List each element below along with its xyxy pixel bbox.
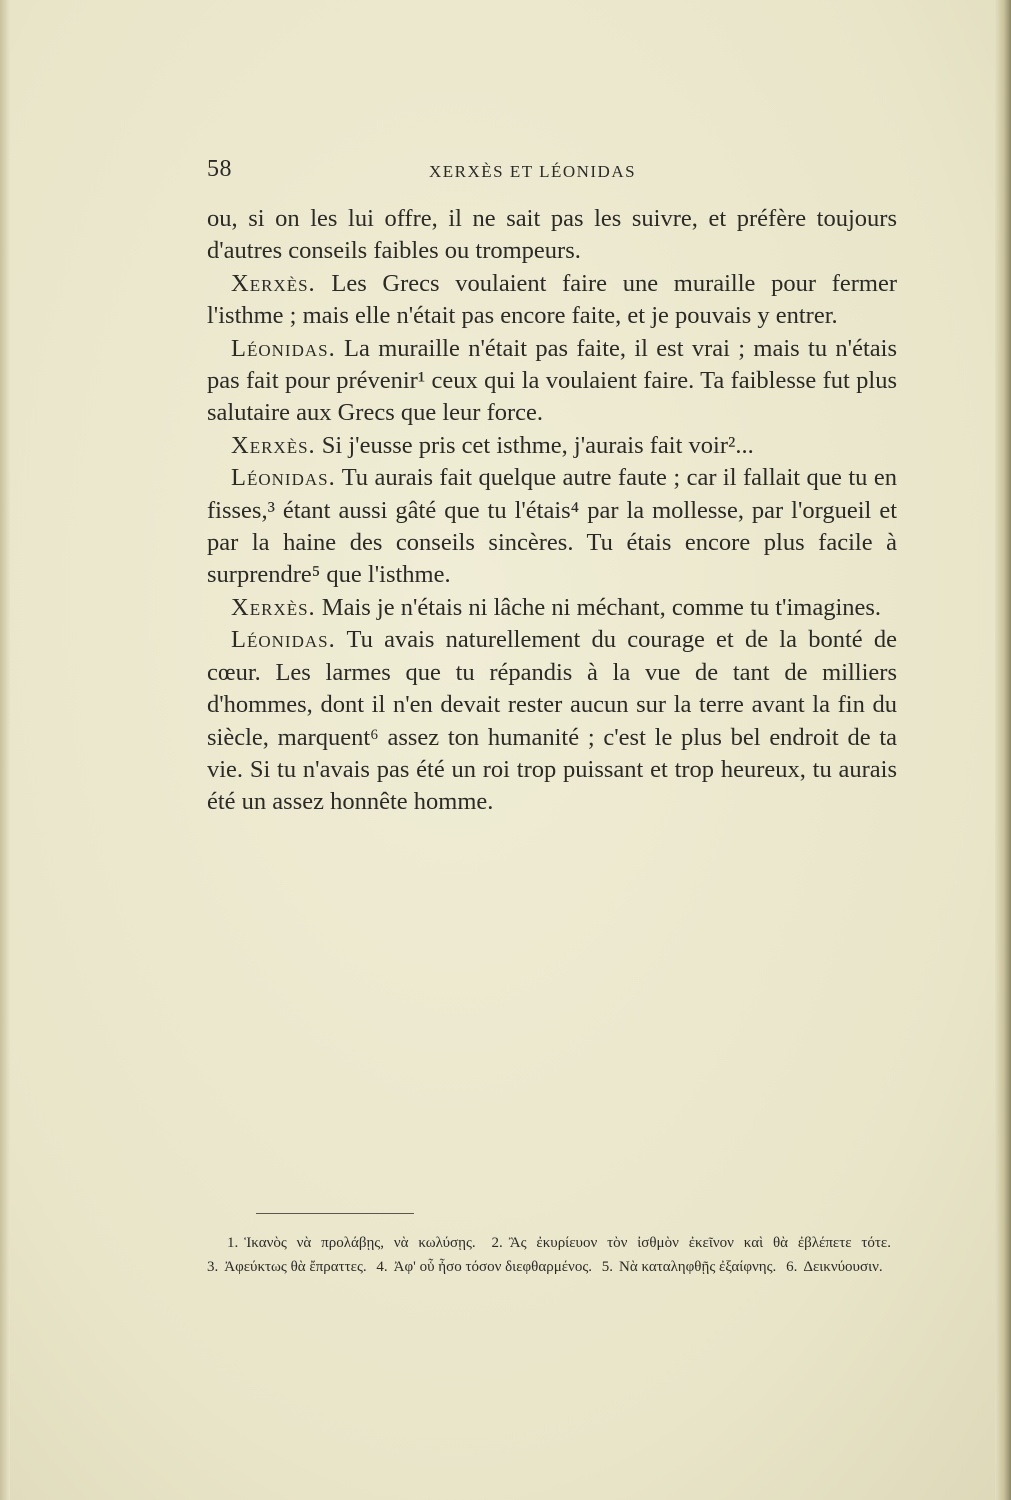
running-title: XERXÈS ET LÉONIDAS <box>429 162 637 181</box>
dialogue-text <box>207 203 897 819</box>
page-left-edge <box>0 0 10 1500</box>
paragraph-text: Les Grecs voulaient faire une muraille pour fermer l'isthme ; mais elle n'était pas encore faite, et je pouvais y entrer. <box>207 269 897 330</box>
page-right-edge <box>995 0 1011 1500</box>
footnote-text: Ἀφ' οὗ ἦσο τόσον διεφθαρμένος. <box>393 1258 593 1275</box>
paragraph-text: Tu avais naturellement du courage et de la bonté de cœur. Les larmes que tu répandis à la vue de tant de milliers d'hommes, dont il n'en devait rester aucun sur la terre avant la fin du siècle, marquent⁶ assez ton humanité ; c'est le plus bel endroit de ta vie. Si tu n'avais pas été un roi trop puissant et trop heureux, tu aurais été un assez honnête homme. <box>207 626 897 816</box>
paragraph-xerxes <box>207 430 897 462</box>
footnote-number: 2. <box>491 1235 503 1251</box>
paragraph-xerxes <box>207 592 897 624</box>
paragraph-text: Si j'eusse pris cet isthme, j'aurais fait voir²... <box>315 431 754 459</box>
footnote-number: 5. <box>601 1258 614 1275</box>
footnote-number: 4. <box>376 1258 388 1275</box>
speaker-name: Léonidas. <box>231 464 336 492</box>
paragraph-leonidas <box>207 462 897 592</box>
paragraph-xerxes <box>207 268 897 333</box>
paragraph-leonidas <box>207 624 897 818</box>
paragraph-text: ou, si on les lui offre, il ne sait pas les suivre, et préfère toujours d'autres conseils faibles ou trompeurs. <box>207 205 897 265</box>
paragraph-continuation <box>207 203 897 268</box>
footnote-block <box>207 1232 897 1279</box>
footnote-divider <box>256 1213 414 1214</box>
footnote-number: 1. <box>227 1235 239 1251</box>
speaker-name: Léonidas. <box>231 626 336 654</box>
footnote-text: Νὰ καταληφθῇς ἐξαίφνης. <box>619 1258 777 1275</box>
footnote-text: Ἱκανὸς νὰ προλάβῃς, νὰ κωλύσῃς. <box>244 1235 476 1251</box>
paragraph-text: La muraille n'était pas faite, il est vrai ; mais tu n'étais pas fait pour prévenir¹ ceux qui la voulaient faire. Ta faiblesse fut plus salutaire aux Grecs que leur force. <box>207 334 897 427</box>
footnote-number: 6. <box>786 1258 798 1275</box>
speaker-name: Xerxès. <box>231 431 316 459</box>
page-header <box>207 156 897 188</box>
footnote-number: 3. <box>207 1258 219 1275</box>
footnote-text: Ἀφεύκτως θὰ ἔπραττες. <box>224 1258 367 1275</box>
speaker-name: Xerxès. <box>231 593 316 621</box>
footnotes <box>207 1232 897 1279</box>
page-number: 58 <box>207 156 232 182</box>
paragraph-text: Tu aurais fait quelque autre faute ; car il fallait que tu en fisses,³ étant aussi gâté que tu l'étais⁴ par la mollesse, par l'orgueil et par la haine des conseils sincères. Tu étais encore plus facile à surprendre⁵ que l'isthme. <box>207 464 897 589</box>
speaker-name: Léonidas. <box>231 334 336 362</box>
footnote-text: Ἂς ἐκυρίευον τὸν ἰσθμὸν ἐκεῖνον καὶ θὰ ἐβλέπετε τότε. <box>508 1235 891 1251</box>
footnote-text: Δεικνύουσιν. <box>803 1258 883 1275</box>
speaker-name: Xerxès. <box>231 269 316 297</box>
paragraph-text: Mais je n'étais ni lâche ni méchant, comme tu t'imagines. <box>315 593 882 621</box>
paragraph-leonidas <box>207 333 897 430</box>
